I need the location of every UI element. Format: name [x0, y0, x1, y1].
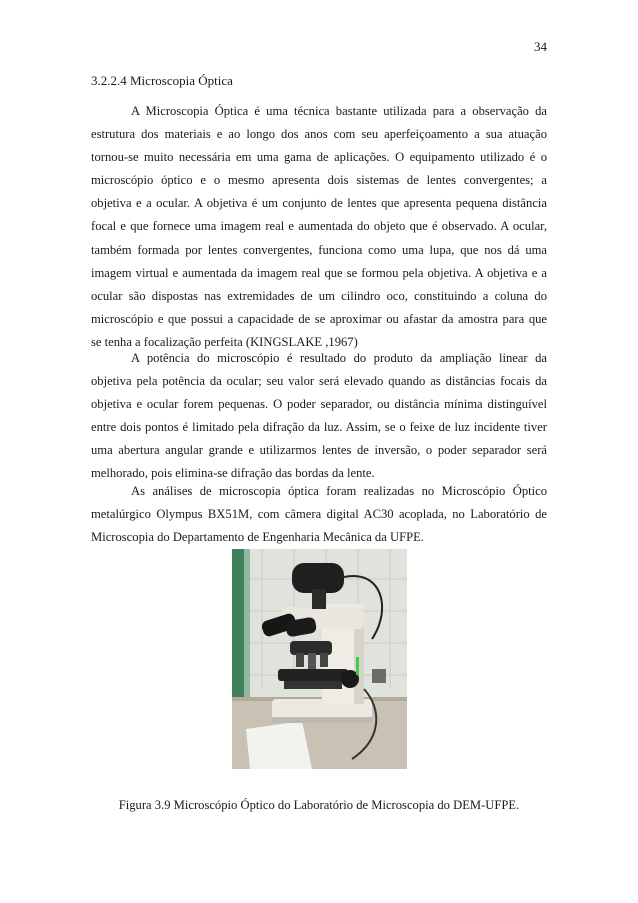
text-line: Microscopia do Departamento de Engenharia Mecânica da UFPE.: [91, 530, 424, 545]
text-line: microscópio óptico e o mesmo apresenta dois sistemas de lentes convergentes; a: [91, 173, 547, 188]
text-line: metalúrgico Olympus BX51M, com câmera digital AC30 acoplada, no Laboratório de: [91, 507, 547, 522]
page-number: 34: [534, 39, 547, 54]
text-line: imagem virtual e aumentada da imagem real que se formou pela objetiva. A objetiva e a: [91, 265, 547, 280]
paragraph-microscopia-intro: [91, 100, 547, 354]
text-line: tornou-se muito necessária em uma gama de aplicações. O equipamento utilizado é o: [91, 150, 547, 165]
microscope-photo: [232, 549, 407, 769]
text-line: entre dois pontos é limitado pela difração da luz. Assim, se o feixe de luz incidente tiver: [91, 420, 547, 435]
text-line: melhorado, pois elimina-se difração das bordas da lente.: [91, 466, 375, 481]
text-line: As análises de microscopia óptica foram realizadas no Microscópio Óptico: [131, 484, 547, 498]
paragraph-analises: [91, 480, 547, 549]
paragraph-potencia: [91, 347, 547, 486]
text-line: uma abertura angular grande e utilizarmos lentes de inversão, o poder separador será: [91, 443, 547, 458]
text-line: microscópio e que possui a capacidade de se aproximar ou afastar da amostra para que: [91, 311, 547, 326]
text-line: objetiva pela potência da ocular; seu valor será elevado quando as distâncias focais da: [91, 374, 547, 389]
text-line: A potência do microscópio é resultado do produto da ampliação linear da: [131, 351, 547, 365]
text-line: se tenha a focalização perfeita (KINGSLAKE ,1967): [91, 334, 358, 349]
figure-caption: [0, 798, 638, 813]
text-line: objetiva e ocular forem pequenas. O poder separador, ou distância mínima distinguível: [91, 397, 547, 412]
figure-caption-text: Figura 3.9 Microscópio Óptico do Laboratório de Microscopia do DEM-UFPE.: [118, 798, 520, 812]
text-line: objetiva e a ocular. A objetiva é um conjunto de lentes que apresenta pequena distância: [91, 196, 547, 211]
text-line: ocular são dispostas nas extremidades de um cilindro oco, constituindo a coluna do: [91, 288, 547, 303]
section-heading: 3.2.2.4 Microscopia Óptica: [91, 73, 233, 88]
text-line: A Microscopia Óptica é uma técnica bastante utilizada para a observação da: [131, 104, 547, 118]
text-line: estrutura dos materiais e ao longo dos anos com seu aperfeiçoamento a sua atuação: [91, 127, 547, 142]
text-line: também formada por lentes convergentes, funciona como uma lupa, que nos dá uma: [91, 242, 547, 257]
text-line: focal e que fornece uma imagem real e aumentada do objeto que é observado. A ocular,: [91, 219, 547, 234]
